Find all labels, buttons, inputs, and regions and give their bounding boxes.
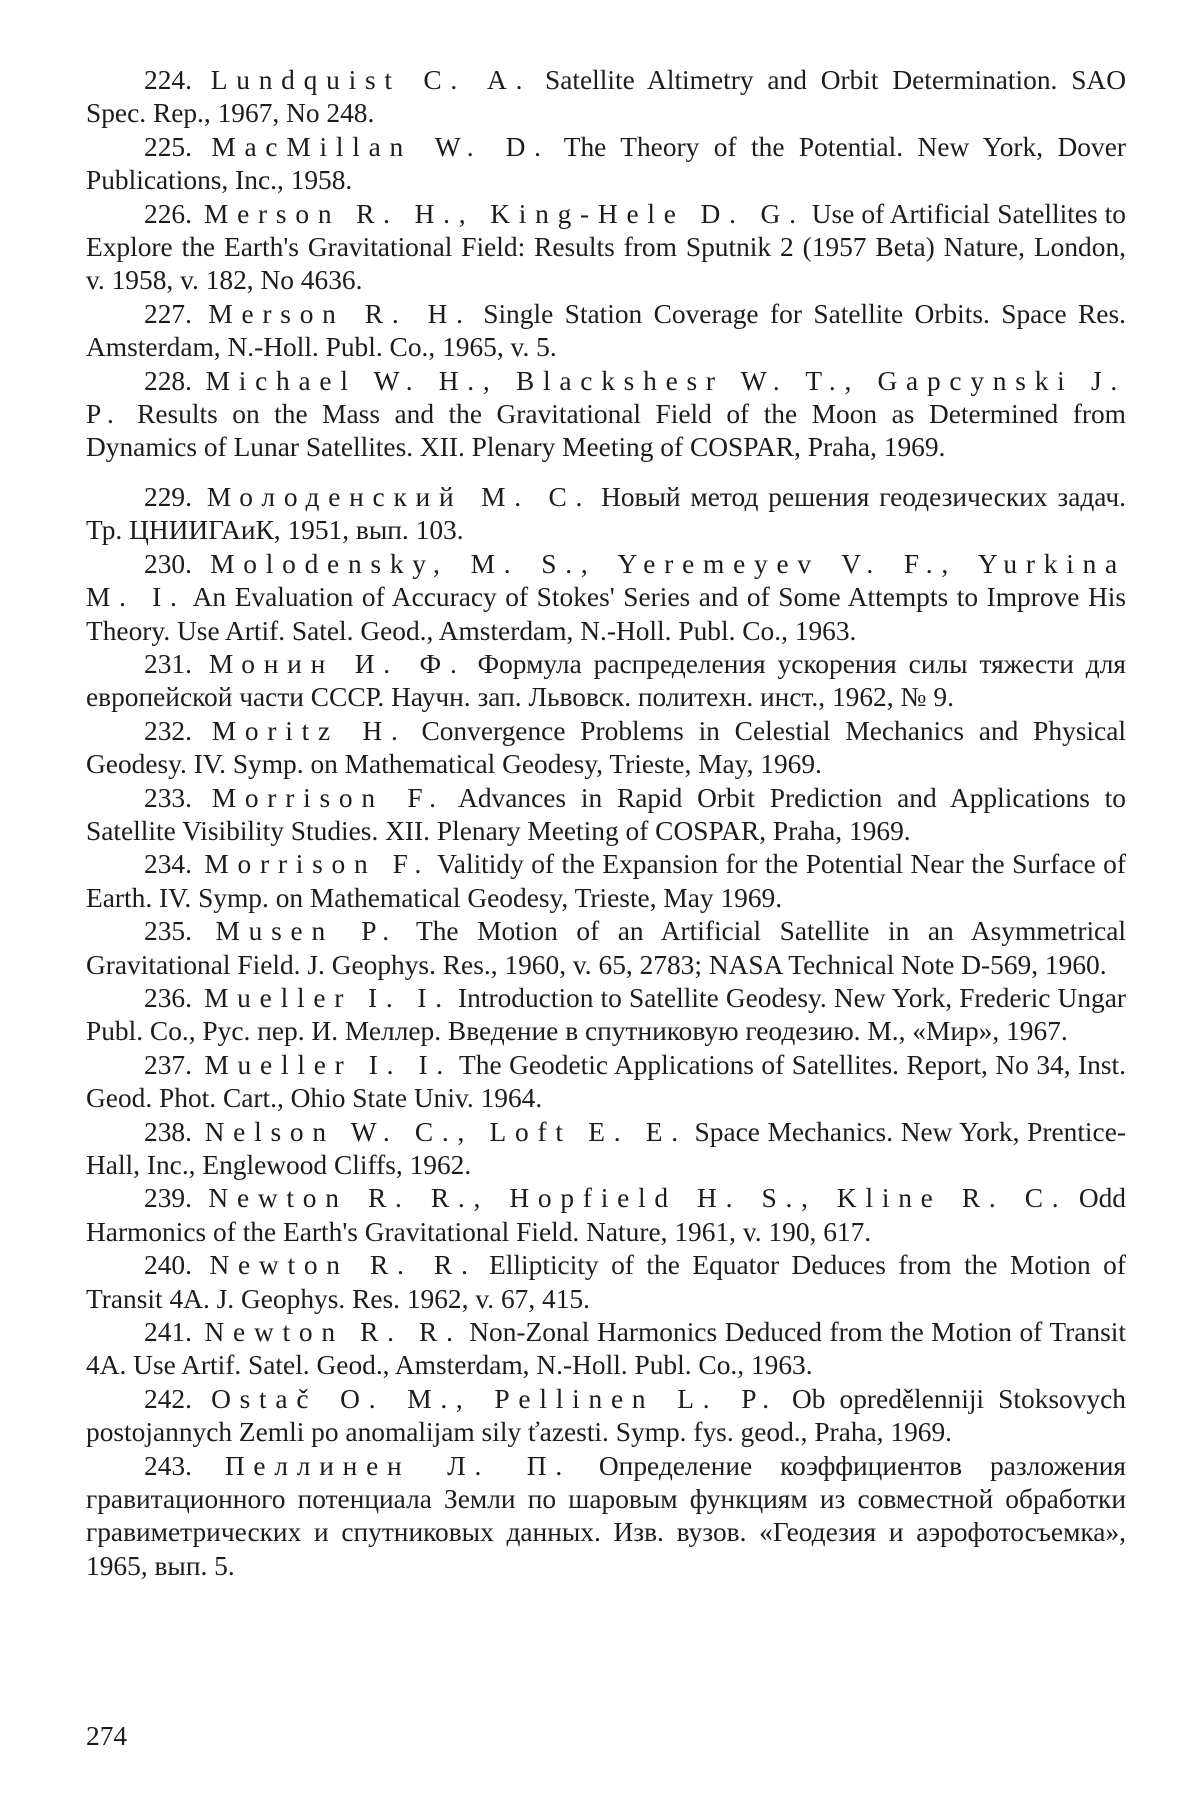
- reference-text: Introduction to Satellite Geodesy. New York, Frederic Ungar Publ. Co., Рус. пер. И. Меллер. Введение в спутниковую геодезию. М., «Мир», 1967.: [86, 982, 1127, 1047]
- reference-number: 236.: [144, 982, 192, 1013]
- reference-text: Определение коэффициентов разложения гравитационного потенциала Земли по шаровым функциям из совместной обработки гравиметрических и спутниковых данных. Изв. вузов. «Геодезия и аэрофотосъемка», 1965, вып. 5.: [86, 1450, 1126, 1581]
- reference-number: 242.: [144, 1383, 192, 1414]
- reference-author: Mueller I. I.: [204, 1049, 453, 1080]
- reference-entry: [86, 915, 1126, 982]
- reference-entry: [86, 982, 1126, 1049]
- reference-list: [86, 64, 1126, 1583]
- reference-entry: [86, 298, 1126, 365]
- reference-text: Новый метод решения геодезических задач. Тр. ЦНИИГАиК, 1951, вып. 103.: [86, 481, 1126, 546]
- reference-entry: [86, 1249, 1126, 1316]
- reference-number: 227.: [144, 298, 192, 329]
- reference-entry: [86, 1450, 1126, 1584]
- reference-number: 243.: [144, 1450, 192, 1481]
- reference-entry: [86, 648, 1126, 715]
- reference-author: Пеллинен Л. П.: [224, 1450, 571, 1481]
- reference-number: 230.: [144, 548, 192, 579]
- reference-text: Convergence Problems in Celestial Mechanics and Physical Geodesy. IV. Symp. on Mathematical Geodesy, Trieste, May, 1969.: [86, 715, 1126, 780]
- reference-entry: [86, 131, 1126, 198]
- reference-author: Nelson W. C., Loft E. E.: [204, 1116, 687, 1147]
- reference-author: Lundquist C. A.: [210, 65, 532, 95]
- reference-number: 238.: [144, 1116, 192, 1147]
- reference-text: Odd Harmonics of the Earth's Gravitational Field. Nature, 1961, v. 190, 617.: [86, 1183, 1126, 1247]
- reference-entry: [86, 481, 1126, 548]
- reference-text: Single Station Coverage for Satellite Orbits. Space Res. Amsterdam, N.-Holl. Publ. Co., 1965, v. 5.: [86, 298, 1126, 363]
- reference-text: Advances in Rapid Orbit Prediction and Applications to Satellite Visibility Studies. XII. Plenary Meeting of COSPAR, Praha, 1969.: [86, 782, 1126, 846]
- page-number: 274: [86, 1721, 128, 1751]
- reference-author: Morrison F.: [211, 782, 445, 813]
- reference-entry: [86, 782, 1126, 849]
- reference-author: Morrison F.: [204, 849, 431, 880]
- reference-author: MacMillan W. D.: [211, 131, 550, 162]
- reference-number: 225.: [144, 131, 192, 162]
- reference-entry: [86, 1316, 1126, 1383]
- reference-entry: [86, 548, 1126, 648]
- reference-number: 241.: [144, 1317, 192, 1348]
- reference-number: 226.: [144, 198, 192, 229]
- reference-entry: [86, 1116, 1126, 1183]
- reference-author: Moritz H.: [211, 715, 407, 746]
- reference-number: 228.: [144, 365, 192, 396]
- reference-text: Use of Artificial Satellites to Explore the Earth's Gravitational Field: Results from Sputnik 2 (1957 Beta) Nature, London, v. 1958, v. 182, No 4636.: [86, 198, 1126, 296]
- reference-entry: [86, 365, 1126, 465]
- reference-text: The Geodetic Applications of Satellites. Report, No 34, Inst. Geod. Phot. Cart., Ohio State Univ. 1964.: [86, 1049, 1126, 1114]
- reference-text: Non-Zonal Harmonics Deduced from the Motion of Transit 4A. Use Artif. Satel. Geod., Amsterdam, N.-Holl. Publ. Co., 1963.: [86, 1317, 1126, 1381]
- reference-entry: [86, 198, 1126, 298]
- reference-number: 234.: [144, 849, 192, 880]
- reference-number: 235.: [144, 916, 192, 947]
- reference-author: Newton R. R.: [204, 1317, 462, 1348]
- reference-text: Space Mechanics. New York, Prentice-Hall, Inc., Englewood Cliffs, 1962.: [86, 1116, 1126, 1180]
- reference-text: The Theory of the Potential. New York, Dover Publications, Inc., 1958.: [86, 131, 1126, 196]
- reference-author: Michael W. H., Blackshesr W. T., Gapcynski J. P.: [86, 365, 1126, 430]
- reference-number: 240.: [144, 1250, 192, 1281]
- reference-entry: [86, 1049, 1126, 1116]
- reference-text: Формула распределения ускорения силы тяжести для европейской части СССР. Научн. зап. Львовск. политехн. инст., 1962, № 9.: [86, 648, 1126, 713]
- reference-author: Монин И. Ф.: [208, 648, 466, 679]
- reference-author: Molodensky, M. S., Yeremeyev V. F., Yurkina M. I.: [86, 548, 1126, 613]
- reference-text: The Motion of an Artificial Satellite in an Asymmetrical Gravitational Field. J. Geophys. Res., 1960, v. 65, 2783; NASA Technical Note D-569, 1960.: [86, 916, 1126, 980]
- reference-number: 233.: [144, 782, 192, 813]
- reference-text: Results on the Mass and the Gravitational Field of the Moon as Determined from Dynamics of Lunar Satellites. XII. Plenary Meeting of COSPAR, Praha, 1969.: [86, 399, 1126, 463]
- reference-author: Молоденский М. С.: [206, 481, 592, 512]
- reference-author: Musen P.: [215, 916, 398, 947]
- reference-entry: [86, 715, 1126, 782]
- reference-entry: [86, 1383, 1126, 1450]
- reference-number: 229.: [144, 481, 192, 512]
- reference-text: Satellite Altimetry and Orbit Determination. SAO Spec. Rep., 1967, No 248.: [86, 65, 1126, 129]
- reference-number: 224.: [144, 65, 192, 95]
- reference-number: 239.: [144, 1183, 192, 1214]
- reference-author: Merson R. H.: [208, 298, 472, 329]
- reference-author: Mueller I. I.: [204, 982, 451, 1013]
- reference-author: Ostač O. M., Pellinen L. P.: [211, 1383, 778, 1414]
- reference-text: Ob opredělenniji Stoksovych postojannych Zemli po anomalijam sily ťazesti. Symp. fys. geod., Praha, 1969.: [86, 1383, 1126, 1448]
- reference-entry: [86, 848, 1126, 915]
- reference-text: Valitidy of the Expansion for the Potential Near the Surface of Earth. IV. Symp. on Mathematical Geodesy, Trieste, May 1969.: [86, 849, 1126, 913]
- reference-entry: [86, 64, 1126, 131]
- reference-author: Merson R. H., King-Hele D. G.: [204, 198, 805, 229]
- reference-entry: [86, 1182, 1126, 1249]
- reference-text: Ellipticity of the Equator Deduces from the Motion of Transit 4A. J. Geophys. Res. 1962, v. 67, 415.: [86, 1250, 1126, 1314]
- reference-author: Newton R. R.: [209, 1250, 477, 1281]
- reference-text: An Evaluation of Accuracy of Stokes' Series and of Some Attempts to Improve His Theory. Use Artif. Satel. Geod., Amsterdam, N.-Holl. Publ. Co., 1963.: [86, 582, 1126, 646]
- reference-author: Newton R. R., Hopfield H. S., Kline R. C.: [208, 1183, 1068, 1214]
- reference-page: [86, 64, 1126, 1583]
- reference-number: 231.: [144, 648, 192, 679]
- reference-number: 232.: [144, 715, 192, 746]
- reference-number: 237.: [144, 1049, 192, 1080]
